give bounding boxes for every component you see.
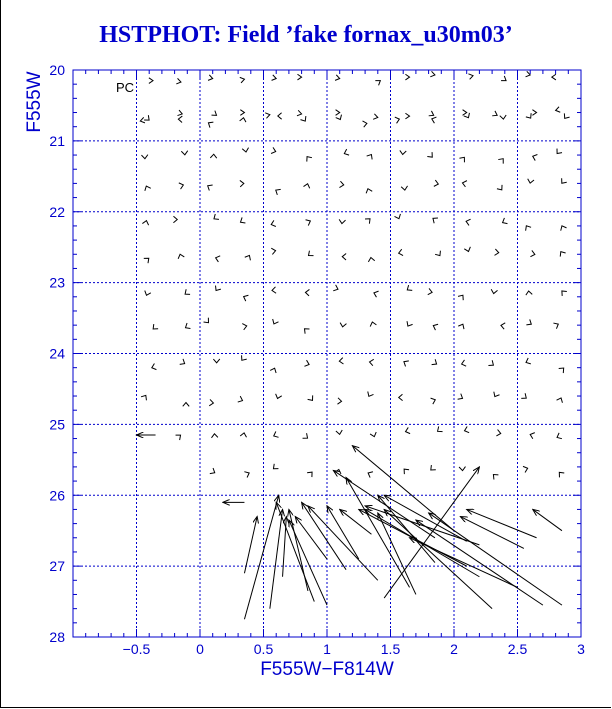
marker-vector — [336, 115, 342, 120]
marker-vector — [209, 399, 213, 405]
marker-vector — [272, 75, 277, 81]
marker-vector — [240, 77, 245, 83]
marker-vector — [213, 359, 219, 363]
x-tick-label: 0 — [196, 641, 204, 657]
marker-vector — [459, 157, 464, 162]
marker-vector — [530, 433, 535, 439]
marker-vector — [368, 258, 374, 262]
offset-vector — [308, 506, 378, 580]
marker-vector — [153, 324, 158, 329]
marker-vector — [494, 392, 500, 397]
marker-vector — [431, 398, 436, 404]
marker-vector — [528, 179, 534, 183]
y-tick-label: 27 — [49, 558, 65, 575]
marker-vector — [270, 368, 276, 373]
marker-vector — [141, 155, 147, 159]
marker-vector — [427, 152, 432, 157]
marker-vector — [395, 117, 400, 123]
marker-vector — [503, 218, 508, 224]
marker-vector — [339, 358, 343, 364]
marker-vector — [365, 219, 370, 224]
marker-vector — [336, 430, 342, 434]
marker-vector — [342, 254, 346, 260]
y-axis-label: F555W — [24, 71, 45, 133]
marker-vector — [526, 291, 532, 295]
marker-vector — [368, 391, 374, 396]
marker-vector — [374, 291, 379, 297]
marker-vector — [145, 291, 151, 296]
marker-vector — [363, 121, 367, 127]
marker-vector — [405, 74, 409, 80]
marker-vector — [240, 180, 244, 186]
marker-vector — [242, 324, 246, 330]
marker-vector — [212, 111, 217, 116]
marker-vector — [560, 252, 565, 257]
marker-vector — [344, 149, 349, 155]
marker-vector — [244, 295, 249, 301]
marker-vector — [336, 110, 340, 116]
marker-vector — [177, 110, 182, 115]
marker-vector — [501, 323, 505, 329]
x-tick-label: 2.5 — [507, 641, 528, 657]
marker-vector — [308, 395, 313, 400]
marker-vector — [433, 324, 438, 330]
marker-vector — [337, 398, 341, 404]
offset-vector — [533, 509, 562, 530]
marker-vector — [557, 398, 563, 403]
x-axis-label: F555W−F814W — [260, 659, 394, 680]
marker-vector — [407, 321, 413, 326]
x-tick-label: 0.5 — [253, 641, 274, 657]
marker-vector — [553, 323, 558, 329]
marker-vector — [438, 426, 443, 431]
marker-vector — [273, 464, 278, 469]
offset-vector — [467, 509, 537, 537]
y-tick-label: 22 — [49, 203, 65, 220]
panel-label: PC — [116, 80, 135, 95]
x-tick-label: 1 — [323, 641, 331, 657]
marker-vector — [272, 287, 276, 293]
marker-vector — [339, 219, 345, 223]
marker-vector — [142, 221, 148, 226]
marker-vector — [271, 220, 276, 226]
marker-vector — [242, 355, 247, 360]
x-tick-label: −0.5 — [122, 641, 151, 657]
marker-vector — [340, 323, 346, 327]
y-tick-label: 20 — [49, 62, 65, 78]
marker-vector — [375, 81, 380, 86]
marker-vector — [367, 155, 372, 160]
marker-vector — [432, 359, 437, 364]
marker-vector — [214, 214, 219, 219]
marker-vector — [562, 178, 567, 183]
marker-vector — [431, 465, 436, 470]
marker-vector — [176, 435, 181, 440]
marker-vector — [370, 432, 376, 437]
marker-vector — [204, 318, 209, 323]
marker-vector — [180, 359, 185, 365]
marker-vector — [178, 254, 184, 259]
offset-vector — [244, 495, 278, 619]
marker-vector — [244, 472, 249, 478]
marker-vector — [210, 468, 215, 474]
marker-vector — [561, 226, 567, 231]
marker-vector — [333, 285, 338, 291]
marker-vector — [559, 472, 564, 477]
marker-vector — [557, 149, 562, 154]
marker-vector — [433, 218, 438, 223]
x-tick-label: 2 — [450, 641, 458, 657]
marker-vector — [149, 78, 153, 84]
marker-vector — [240, 118, 246, 122]
marker-vector — [406, 427, 411, 433]
marker-vector — [240, 217, 245, 223]
axes — [49, 62, 585, 657]
marker-vector — [242, 148, 248, 152]
marker-vector — [532, 110, 536, 116]
marker-vector — [276, 189, 281, 194]
marker-vector — [432, 117, 437, 123]
marker-vector — [557, 433, 562, 439]
marker-vector — [526, 226, 531, 231]
marker-vector — [459, 467, 465, 471]
offset-vector — [352, 446, 454, 531]
marker-vector — [435, 251, 440, 256]
marker-vector — [430, 71, 435, 77]
offset-vector — [295, 517, 327, 560]
marker-vector — [462, 181, 466, 187]
marker-vector — [495, 249, 499, 255]
marker-vector — [395, 214, 401, 219]
marker-vector — [273, 319, 279, 324]
offset-vector — [346, 478, 410, 588]
marker-vector — [404, 469, 409, 474]
marker-vector — [245, 255, 251, 260]
marker-vector — [530, 250, 534, 256]
marker-vector — [240, 110, 244, 116]
marker-vector — [523, 466, 528, 472]
marker-vector — [533, 154, 538, 160]
marker-vector — [173, 216, 177, 222]
marker-vector — [458, 324, 464, 329]
marker-vector — [399, 249, 403, 255]
y-tick-label: 21 — [49, 132, 65, 149]
marker-vector — [400, 150, 406, 154]
marker-vector — [404, 361, 409, 367]
marker-vector — [399, 394, 403, 400]
marker-vector — [307, 157, 312, 162]
marker-vector — [265, 113, 270, 119]
marker-vector — [526, 113, 531, 118]
marker-vector — [497, 185, 502, 190]
marker-vector — [501, 76, 506, 81]
grid-lines — [73, 70, 581, 637]
marker-vector — [526, 358, 531, 364]
marker-vector — [493, 475, 498, 480]
vector-field — [137, 71, 570, 619]
marker-vector — [297, 110, 302, 116]
marker-vector — [274, 431, 279, 437]
marker-vector — [276, 394, 282, 399]
marker-vector — [152, 363, 157, 369]
offset-vector — [270, 509, 283, 608]
offset-vector — [302, 502, 346, 569]
offset-vector — [460, 517, 523, 549]
marker-vector — [492, 111, 497, 116]
marker-vector — [429, 111, 434, 116]
marker-vector — [307, 472, 312, 477]
y-tick-label: 26 — [49, 487, 65, 504]
marker-vector — [521, 393, 526, 398]
marker-vector — [556, 107, 561, 113]
marker-vector — [488, 360, 493, 365]
marker-vector — [368, 472, 373, 478]
marker-vector — [304, 360, 309, 366]
y-tick-label: 23 — [49, 274, 65, 291]
marker-vector — [458, 394, 463, 400]
marker-vector — [309, 251, 314, 256]
marker-vector — [401, 186, 407, 190]
marker-vector — [462, 360, 467, 366]
marker-vector — [559, 368, 564, 373]
marker-vector — [428, 288, 432, 294]
marker-vector — [144, 258, 149, 263]
offset-vector — [244, 517, 257, 574]
marker-vector — [238, 396, 243, 402]
marker-vector — [465, 427, 470, 433]
marker-vector — [216, 286, 221, 291]
offset-vector — [327, 506, 359, 559]
marker-vector — [271, 147, 276, 153]
marker-vector — [144, 115, 149, 120]
marker-vector — [297, 74, 301, 80]
marker-vector — [141, 395, 146, 400]
marker-vector — [526, 319, 531, 325]
marker-vector — [208, 185, 213, 191]
marker-vector — [564, 113, 569, 118]
marker-vector — [300, 116, 305, 121]
marker-vector — [500, 115, 506, 119]
marker-vector — [562, 291, 567, 296]
marker-vector — [210, 154, 216, 158]
marker-vector — [552, 74, 556, 80]
marker-vector — [526, 71, 531, 77]
y-tick-label: 25 — [49, 416, 65, 433]
marker-vector — [407, 285, 412, 290]
marker-vector — [466, 219, 471, 225]
chart-title: HSTPHOT: Field ’fake fornax_u30m03’ — [99, 22, 513, 48]
marker-vector — [208, 75, 213, 81]
marker-vector — [496, 430, 500, 436]
offset-vector — [359, 509, 467, 566]
marker-vector — [179, 183, 184, 189]
marker-vector — [211, 434, 217, 438]
x-tick-label: 1.5 — [380, 641, 401, 657]
marker-vector — [339, 181, 343, 187]
marker-vector — [335, 75, 340, 81]
marker-vector — [181, 151, 187, 155]
y-tick-label: 24 — [49, 345, 65, 362]
marker-vector — [304, 329, 309, 334]
marker-vector — [491, 289, 497, 293]
marker-vector — [468, 74, 473, 80]
marker-vector — [366, 189, 372, 194]
marker-vector — [405, 113, 409, 119]
marker-vector — [185, 289, 190, 294]
marker-vector — [176, 78, 181, 84]
marker-vector — [271, 248, 275, 254]
marker-vector — [458, 295, 463, 300]
marker-vector — [464, 247, 470, 252]
marker-vector — [145, 186, 151, 191]
marker-vector — [240, 433, 246, 437]
marker-vector — [304, 184, 310, 189]
marker-vector — [306, 220, 311, 226]
marker-vector — [178, 116, 182, 122]
marker-vector — [278, 113, 282, 119]
x-tick-label: 3 — [577, 641, 585, 657]
offset-vector — [384, 467, 479, 598]
marker-vector — [498, 159, 503, 164]
marker-vector — [305, 289, 309, 295]
marker-vector — [370, 322, 376, 327]
marker-vector — [185, 323, 190, 328]
marker-vector — [303, 433, 308, 438]
offset-vector — [289, 509, 308, 591]
marker-vector — [208, 122, 213, 127]
marker-vector — [216, 256, 221, 262]
marker-vector — [463, 110, 467, 116]
marker-vector — [434, 180, 438, 186]
marker-vector — [183, 403, 189, 407]
offset-vector — [378, 513, 416, 595]
offset-vector — [283, 517, 287, 577]
marker-vector — [373, 114, 378, 120]
y-tick-label: 28 — [49, 629, 65, 645]
marker-vector — [370, 359, 374, 365]
